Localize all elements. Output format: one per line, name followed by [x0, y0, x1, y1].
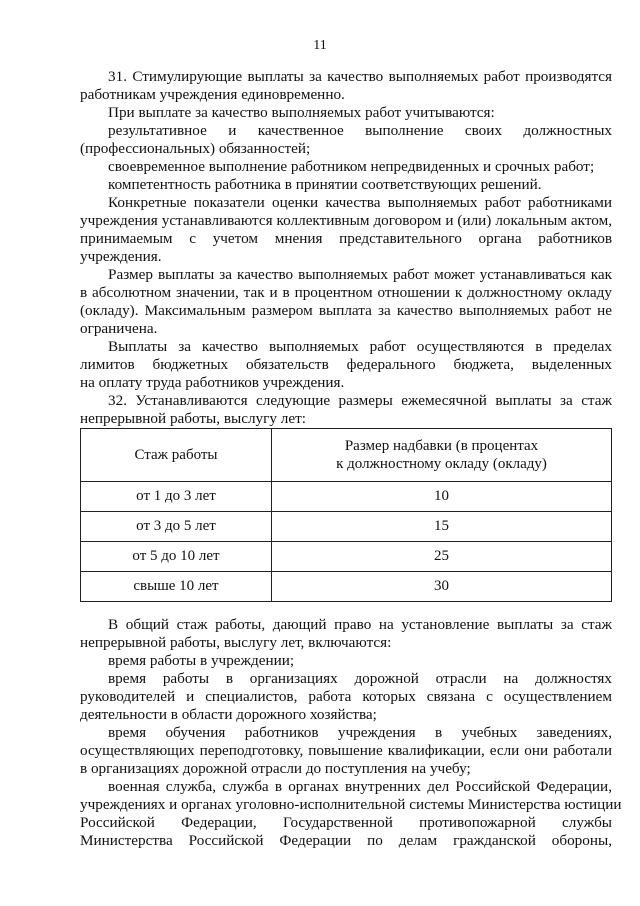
text-line: руководителей и специалистов, работа которых связана с осуществлением — [80, 688, 612, 705]
text-line: время работы в организациях дорожной отрасли на должностях — [108, 670, 612, 687]
text-line: осуществляющих переподготовку, повышение квалификации, если они работали — [80, 742, 612, 759]
header-percent-line2: к должностному окладу (окладу) — [336, 456, 547, 472]
text-line: время обучения работников учреждения в учебных заведениях, — [108, 724, 612, 741]
text-line: в абсолютном значении, так и в процентном отношении к должностному окладу — [80, 284, 612, 301]
text-line: на оплату труда работников учреждения. — [80, 374, 345, 391]
cell-percent: 30 — [272, 572, 612, 602]
text-line: ограничена. — [80, 320, 158, 337]
text-line: (окладу). Максимальным размером выплата за качество выполняемых работ не — [80, 302, 612, 319]
page-number: 11 — [313, 38, 327, 53]
text-line: своевременное выполнение работником непредвиденных и срочных работ; — [108, 158, 595, 175]
text-line: Размер выплаты за качество выполняемых работ может устанавливаться как — [108, 266, 612, 283]
text-line: непрерывной работы, выслугу лет: — [80, 410, 306, 427]
cell-percent: 25 — [272, 542, 612, 572]
cell-period: от 1 до 3 лет — [81, 482, 272, 512]
text-line: Выплаты за качество выполняемых работ осуществляются в пределах — [108, 338, 612, 355]
cell-period: от 5 до 10 лет — [81, 542, 272, 572]
table-row — [81, 572, 612, 602]
text-line: компетентность работника в принятии соответствующих решений. — [108, 176, 542, 193]
text-line: 31. Стимулирующие выплаты за качество выполняемых работ производятся — [108, 68, 612, 85]
table-row — [81, 482, 612, 512]
text-line: учреждения устанавливаются коллективным договором и (или) локальным актом, — [80, 212, 612, 229]
text-line: Министерства Российской Федерации по делам гражданской обороны, — [80, 832, 612, 849]
text-line: При выплате за качество выполняемых работ учитываются: — [108, 104, 495, 121]
text-line: Российской Федерации, Государственной противопожарной службы — [80, 814, 612, 831]
text-line: 32. Устанавливаются следующие размеры ежемесячной выплаты за стаж — [108, 392, 612, 409]
text-line: (профессиональных) обязанностей; — [80, 140, 311, 157]
header-period: Стаж работы — [81, 429, 272, 482]
table-header-row — [81, 429, 612, 482]
cell-period: свыше 10 лет — [81, 572, 272, 602]
seniority-table — [80, 428, 612, 602]
text-line: работникам учреждения единовременно. — [80, 86, 345, 103]
text-line: учреждения. — [80, 248, 162, 265]
cell-percent: 10 — [272, 482, 612, 512]
text-line: принимаемым с учетом мнения представительного органа работников — [80, 230, 612, 247]
header-percent-line1: Размер надбавки (в процентах — [344, 438, 539, 454]
text-line: в организациях дорожной отрасли до поступления на учебу; — [80, 760, 471, 777]
text-line: время работы в учреждении; — [108, 652, 295, 669]
text-line: непрерывной работы, выслугу лет, включаются: — [80, 634, 392, 651]
text-line: В общий стаж работы, дающий право на установление выплаты за стаж — [108, 616, 612, 633]
table-row — [81, 512, 612, 542]
text-line: учреждениях и органах уголовно-исполнительной системы Министерства юстиции — [80, 796, 622, 813]
text-line: Конкретные показатели оценки качества выполняемых работ работниками — [108, 194, 612, 211]
header-percent — [272, 429, 612, 482]
table-row — [81, 542, 612, 572]
text-line: лимитов бюджетных обязательств федерального бюджета, выделенных — [80, 356, 612, 373]
cell-period: от 3 до 5 лет — [81, 512, 272, 542]
cell-percent: 15 — [272, 512, 612, 542]
text-line: результативное и качественное выполнение своих должностных — [108, 122, 612, 139]
text-line: деятельности в области дорожного хозяйства; — [80, 706, 377, 723]
text-line: военная служба, служба в органах внутренних дел Российской Федерации, — [108, 778, 612, 795]
